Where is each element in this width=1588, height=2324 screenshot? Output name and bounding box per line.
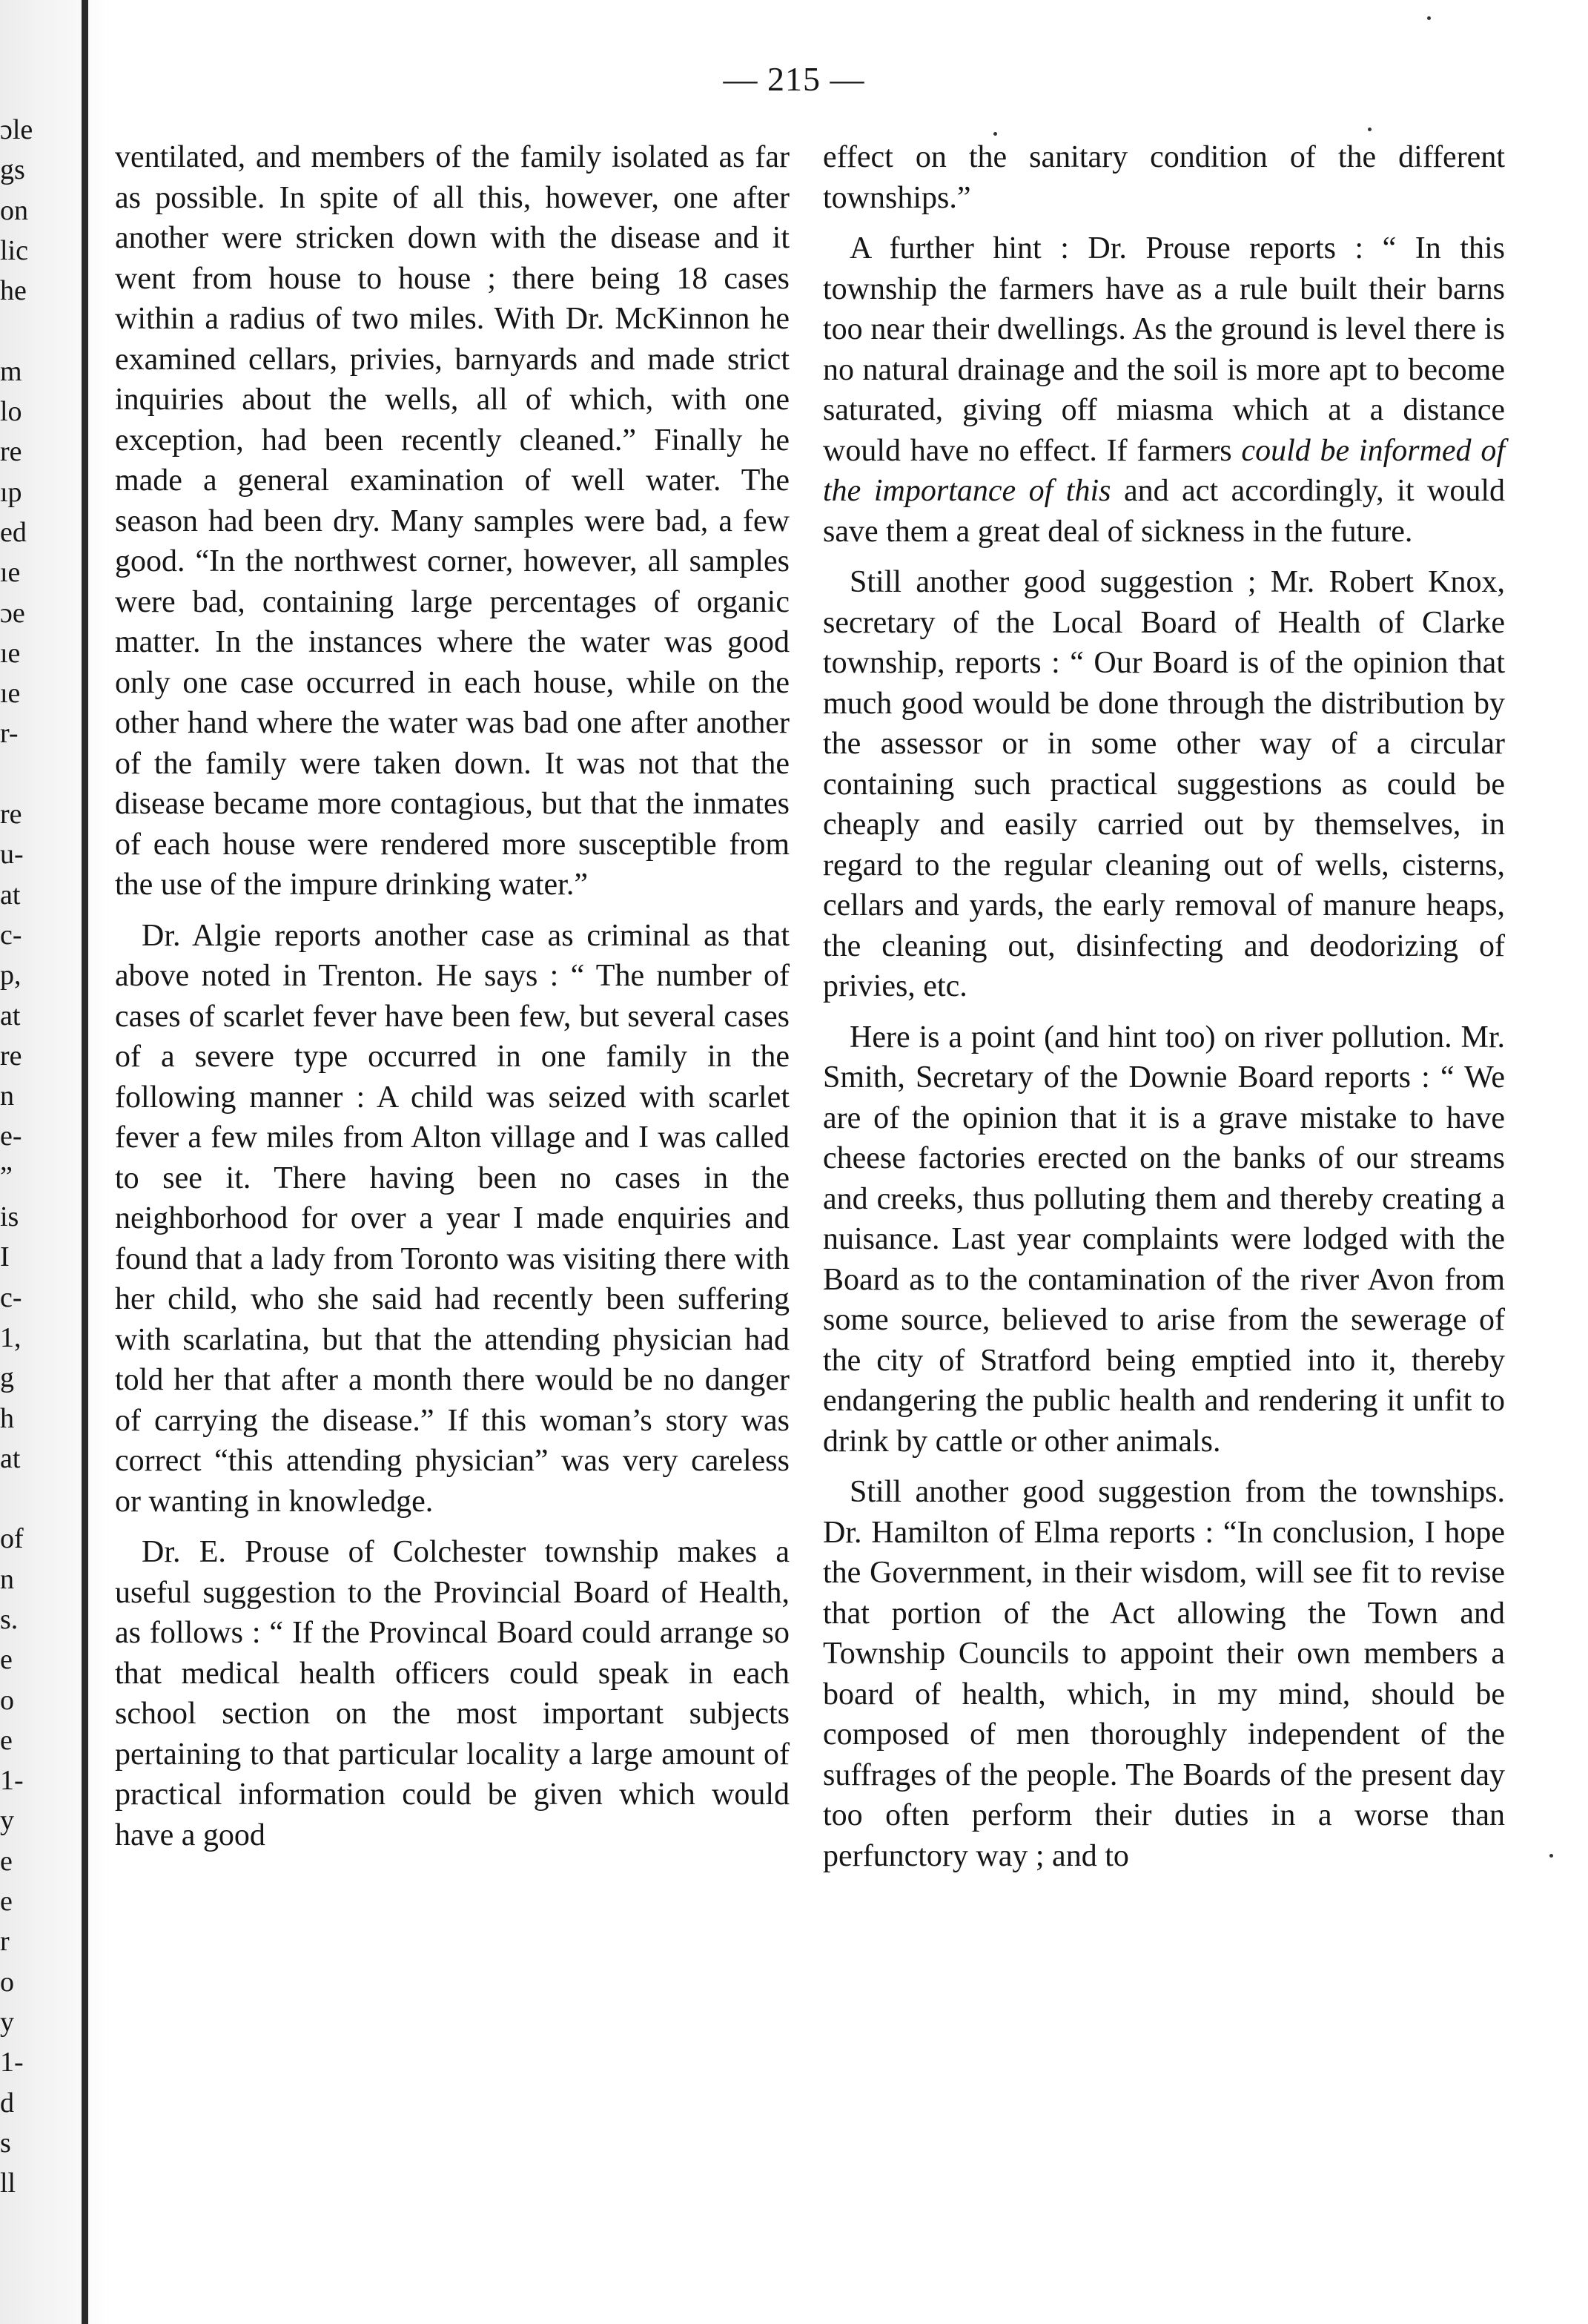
margin-fragment: lic: [0, 234, 28, 266]
margin-fragment: g: [0, 1362, 14, 1394]
margin-fragment: gs: [0, 154, 25, 186]
margin-fragment: lo: [0, 396, 22, 428]
margin-fragment: r-: [0, 718, 19, 750]
margin-fragment: 1,: [0, 1321, 21, 1353]
margin-fragment: at: [0, 879, 21, 911]
margin-fragment: ıp: [0, 476, 22, 508]
right-paragraph-2-end: and act accordingly, it would save them a great deal of sickness in the future.: [823, 474, 1506, 549]
margin-fragment: e: [0, 1724, 13, 1756]
margin-fragment: y: [0, 1805, 14, 1837]
margin-fragment: of: [0, 1523, 24, 1555]
margin-fragment: [0, 311, 74, 351]
margin-fragment: ɔe: [0, 597, 25, 629]
margin-fragment: e: [0, 1845, 13, 1877]
right-paragraph-3: Still another good suggestion ; Mr. Robert Knox, secretary of the Local Board of Health of Clarke township, reports : “ Our Board is of the opinion that much good would be done through the distribution by the assessor or in some other way of a circular containing such practical suggestions as could be cheaply and easily carried out by themselves, in regard to the regular cleaning out of wells, cisterns, cellars and yards, the early removal of manure heaps, the cleaning out, disinfecting and deodorizing of privies, etc.: [823, 565, 1505, 1003]
margin-fragment: e-: [0, 1120, 22, 1152]
left-paragraph-2: Dr. Algie reports another case as criminal as that above noted in Trenton. He says : “ The number of cases of scarlet fever have been few, but several cases of a severe type occurred in one family in the following manner : A child was seized with scarlet fever a few miles from Alton village and I was called to see it. There having been no cases in the neighborhood for over a year I made enquiries and found that a lady from Toronto was visiting there with her child, who she said had recently been suffering with scarlatina, but that the attending physician had told her that after a month there would be no danger of carrying the disease.” If this woman’s story was correct “this attending physician” was very careless or wanting in knowledge.: [115, 918, 790, 1519]
margin-fragment: 1-: [0, 2047, 24, 2079]
right-paragraph-2: [823, 228, 1505, 552]
margin-fragment: c-: [0, 1281, 22, 1313]
margin-fragment: e: [0, 1886, 13, 1918]
margin-fragment: ɔle: [0, 114, 33, 145]
margin-fragment: u-: [0, 839, 24, 871]
page-number: — 215 —: [723, 60, 865, 98]
margin-fragment: ıe: [0, 557, 21, 589]
margin-fragment: h: [0, 1402, 14, 1434]
margin-fragment: re: [0, 1040, 22, 1072]
binding-gutter-line: [82, 0, 88, 2324]
print-speck: [1549, 1854, 1553, 1858]
margin-fragment: [0, 754, 74, 794]
margin-fragment: ll: [0, 2168, 16, 2199]
right-column: [823, 137, 1505, 1886]
margin-fragment: y: [0, 2006, 14, 2038]
left-paragraph-1: ventilated, and members of the family isolated as far as possible. In spite of all this, however, one after another were stricken down with the disease and it went from house to house ; there being 18 cases within a radius of two miles. With Dr. McKinnon he examined cellars, privies, barnyards and made strict inquiries about the wells, all of which, with one exception, had been recently cleaned.” Finally he made a general examination of well water. The season had been dry. Many samples were bad, a few good. “In the northwest corner, however, all samples were bad, containing large percentages of organic matter. In the instances where the water was good only one case occurred in each house, while on the other hand where the water was bad one after another of the family were taken down. It was not that the disease became more contagious, but that the inmates of each house were rendered more susceptible from the use of the impure drinking water.”: [115, 140, 790, 902]
margin-fragment: ıe: [0, 637, 21, 669]
margin-fragment: d: [0, 2087, 14, 2119]
right-paragraph-1: effect on the sanitary condition of the different townships.”: [823, 140, 1505, 215]
margin-fragment: ed: [0, 516, 27, 548]
margin-fragment: n: [0, 1563, 14, 1595]
margin-fragment: s: [0, 2127, 11, 2159]
margin-fragment: at: [0, 1000, 21, 1031]
facing-page-fragments: [0, 110, 74, 2203]
left-paragraph-3: Dr. E. Prouse of Colchester township makes a useful suggestion to the Provincial Board of Health, as follows : “ If the Provincal Board could arrange so that medical health officers could speak in each school section on the most important subjects pertaining to that particular locality a large amount of practical information could be given which would have a good: [115, 1535, 790, 1852]
margin-fragment: ”: [0, 1161, 13, 1192]
margin-fragment: re: [0, 799, 22, 831]
margin-fragment: r: [0, 1926, 10, 1958]
print-speck: [993, 132, 997, 136]
margin-fragment: I: [0, 1241, 10, 1273]
margin-fragment: 1-: [0, 1765, 24, 1797]
margin-fragment: o: [0, 1966, 14, 1998]
print-speck: [1368, 128, 1372, 131]
margin-fragment: m: [0, 355, 22, 387]
margin-fragment: on: [0, 194, 28, 226]
margin-fragment: o: [0, 1684, 14, 1716]
left-column: [115, 137, 790, 1866]
margin-fragment: p,: [0, 960, 21, 991]
right-paragraph-4: Here is a point (and hint too) on river pollution. Mr. Smith, Secretary of the Downie Board reports : “ We are of the opinion that it is a grave mistake to have cheese factories erected on the banks of our streams and creeks, thus polluting them and thereby creating a nuisance. Last year complaints were lodged with the Board as to the contamination of the river Avon from some source, believed to arise from the sewerage of the city of Stratford being emptied into it, thereby endangering the public health and rendering it unfit to drink by cattle or other animals.: [823, 1020, 1505, 1459]
margin-fragment: c-: [0, 919, 22, 951]
margin-fragment: at: [0, 1442, 21, 1474]
margin-fragment: n: [0, 1080, 14, 1112]
margin-fragment: e: [0, 1644, 13, 1676]
margin-fragment: is: [0, 1201, 19, 1233]
margin-fragment: he: [0, 275, 27, 307]
margin-fragment: [0, 1479, 74, 1519]
margin-fragment: re: [0, 436, 22, 468]
margin-fragment: ıe: [0, 678, 21, 710]
print-speck: [1427, 16, 1431, 20]
right-paragraph-2-italic: could be informed of the importance of this: [823, 433, 1505, 508]
right-paragraph-5: Still another good suggestion from the townships. Dr. Hamilton of Elma reports : “In conclusion, I hope the Government, in their wisdom, will see fit to revise that portion of the Act allowing the Town and Township Councils to appoint their own members a board of health, which, in my mind, should be composed of men thoroughly independent of the suffrages of the people. The Boards of the present day too often perform their duties in a worse than perfunctory way ; and to: [823, 1475, 1505, 1873]
margin-fragment: s.: [0, 1603, 19, 1635]
right-paragraph-2-start: A further hint : Dr. Prouse reports : “ In this township the farmers have as a rule built their barns too near their dwellings. As the ground is level there is no natural drainage and the soil is more apt to become saturated, giving off miasma which at a distance would have no effect. If farmers: [823, 231, 1505, 468]
